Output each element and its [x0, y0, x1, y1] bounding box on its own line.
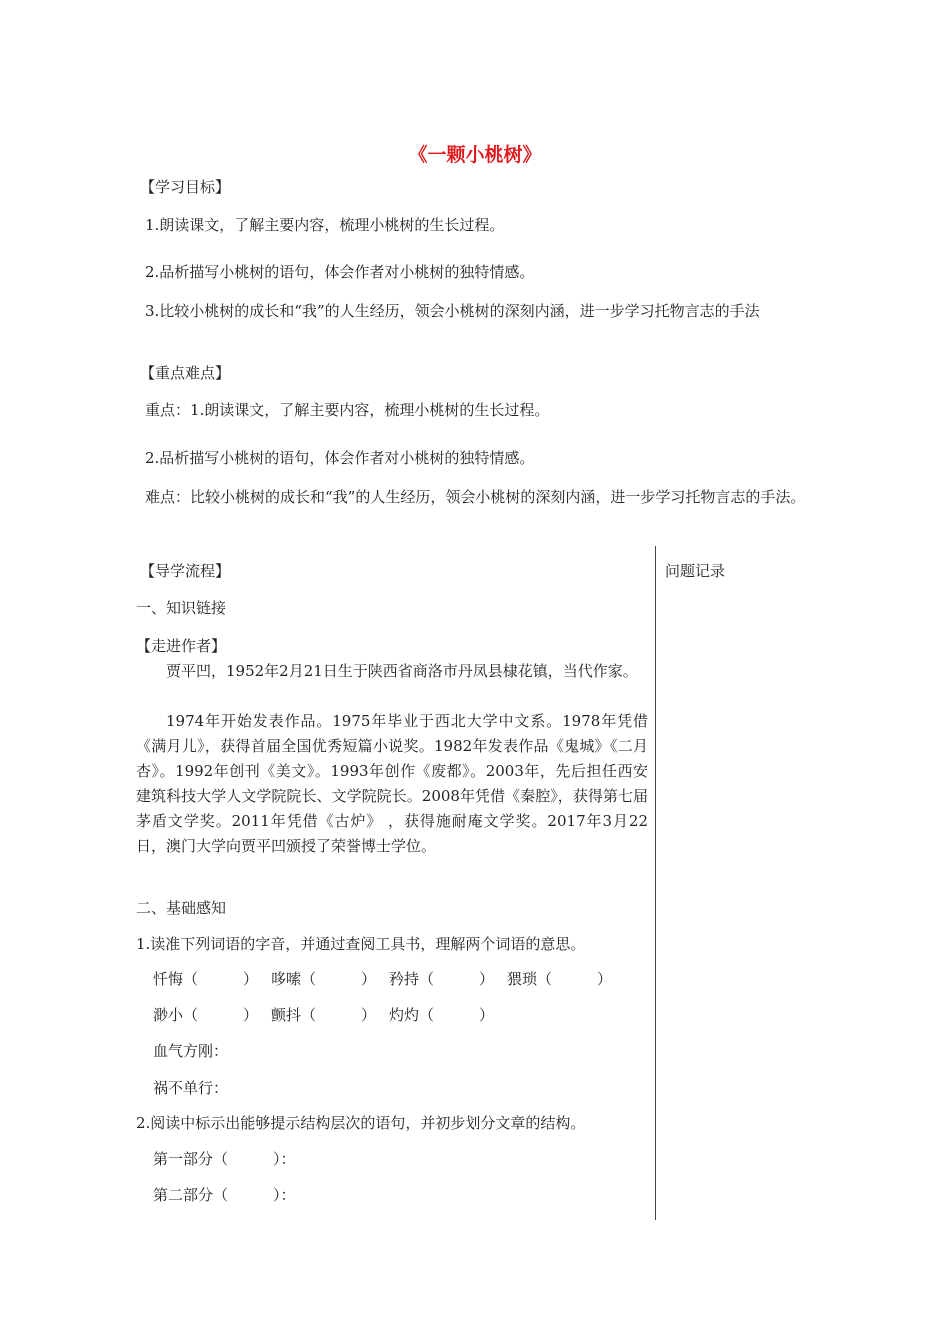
- word-item: 忏悔（ ）: [153, 970, 259, 988]
- section-1-heading: 一、知识链接: [136, 599, 227, 617]
- section-2-heading: 二、基础感知: [136, 899, 227, 917]
- author-paragraph-2: 1974年开始发表作品。1975年毕业于西北大学中文系。1978年凭借《满月儿》，获得首届全国优秀短篇小说奖。1982年发表作品《鬼城》《二月杏》。1992年创刊《美文》。1993年创作《废都》。2003年，先后担任西安建筑科技大学人文学院院长、文学院院长。2008年凭借《秦腔》，获得第七届茅盾文学奖。2011年凭借《古炉》 ，获得施耐庵文学奖。2017年3月22日，澳门大学向贾平凹颁授了荣誉博士学位。: [136, 712, 648, 855]
- author-paragraph-1: 贾平凹，1952年2月21日生于陕西省商洛市丹凤县棣花镇，当代作家。: [166, 662, 638, 680]
- idiom-2: 祸不单行：: [153, 1079, 229, 1097]
- objective-item-3: 3.比较小桃树的成长和“我”的人生经历，领会小桃树的深刻内涵，进一步学习托物言志的手法: [145, 302, 760, 320]
- word-item: 矜持（ ）: [389, 970, 495, 988]
- question-1: 1.读准下列词语的字音，并通过查阅工具书，理解两个词语的意思。: [136, 935, 586, 953]
- difficulty: 难点：比较小桃树的成长和“我”的人生经历，领会小桃树的深刻内涵，进一步学习托物言志的手法。: [145, 488, 806, 506]
- objective-item-1: 1.朗读课文，了解主要内容，梳理小桃树的生长过程。: [145, 216, 505, 234]
- word-item: 颤抖（ ）: [271, 1006, 377, 1024]
- structure-part-1: 第一部分（ ）：: [153, 1150, 296, 1168]
- word-item: 渺小（ ）: [153, 1006, 259, 1024]
- objectives-heading: 【学习目标】: [140, 178, 231, 196]
- author-heading: 【走进作者】: [136, 637, 227, 655]
- keypoint-1: 重点：1.朗读课文，了解主要内容，梳理小桃树的生长过程。: [145, 401, 550, 419]
- column-divider: [655, 546, 656, 1220]
- sidebar-label: 问题记录: [665, 562, 726, 580]
- page-title: 《一颗小桃树》: [408, 144, 542, 166]
- keypoint-2: 2.品析描写小桃树的语句，体会作者对小桃树的独特情感。: [145, 449, 535, 467]
- objective-item-2: 2.品析描写小桃树的语句，体会作者对小桃树的独特情感。: [145, 263, 535, 281]
- word-item: 哆嗦（ ）: [271, 970, 377, 988]
- idiom-1: 血气方刚：: [153, 1042, 229, 1060]
- question-2: 2.阅读中标示出能够提示结构层次的语句，并初步划分文章的结构。: [136, 1114, 586, 1132]
- word-item: 猥琐（ ）: [507, 970, 613, 988]
- word-item: 灼灼（ ）: [389, 1006, 495, 1024]
- structure-part-2: 第二部分（ ）：: [153, 1186, 296, 1204]
- keypoints-heading: 【重点难点】: [140, 364, 231, 382]
- guide-heading: 【导学流程】: [140, 562, 231, 580]
